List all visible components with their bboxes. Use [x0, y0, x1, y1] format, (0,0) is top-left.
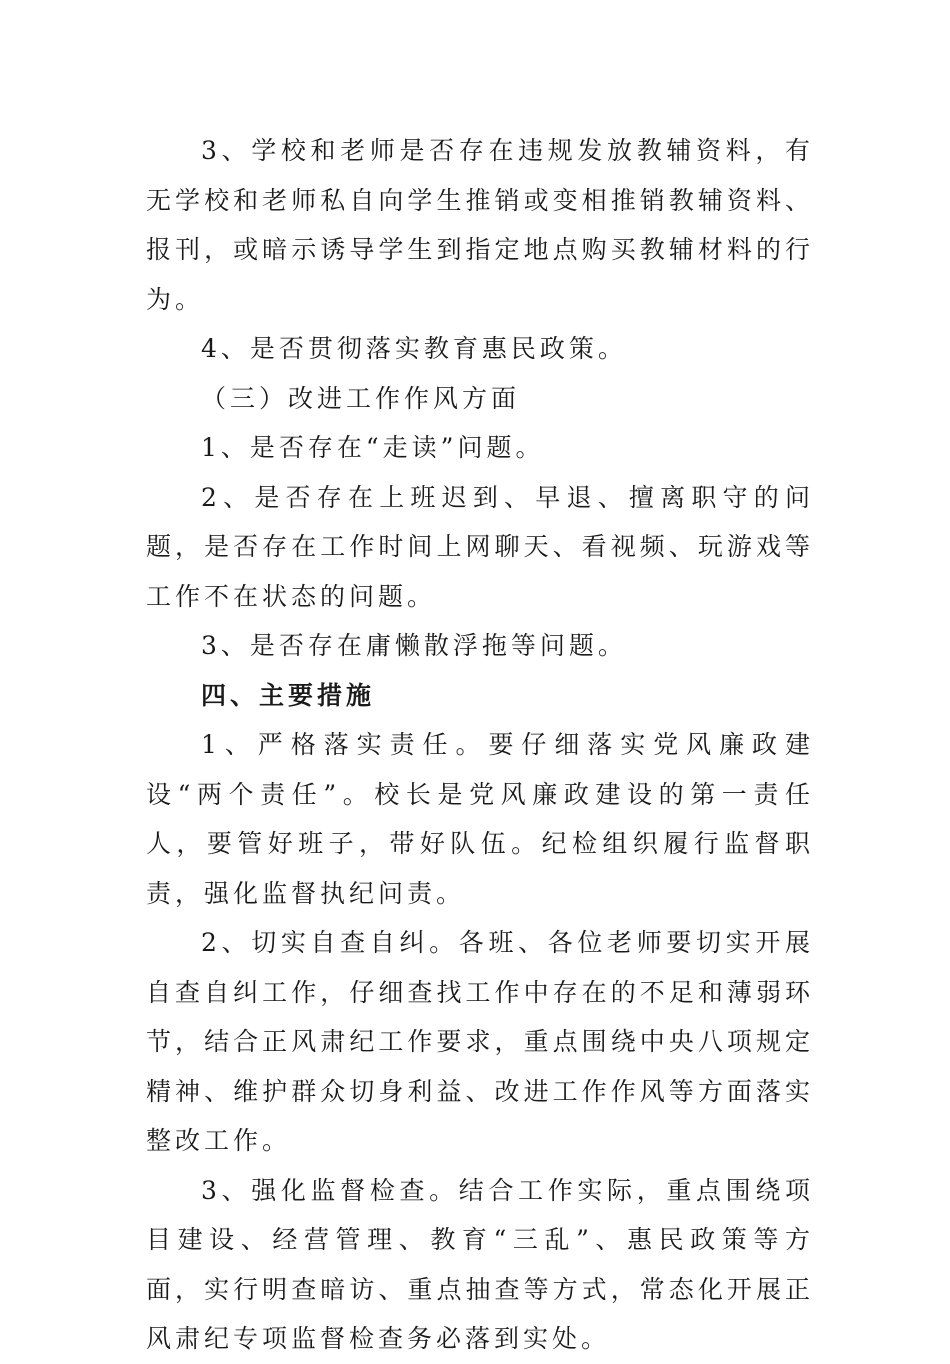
- paragraph-attendance: 2、是否存在上班迟到、早退、擅离职守的问题，是否存在工作时间上网聊天、看视频、玩游戏等工作不在状态的问题。: [146, 482, 814, 611]
- paragraph-commuting: 1、是否存在“走读”问题。: [201, 433, 545, 462]
- paragraph-education-policy: 4、是否贯彻落实教育惠民政策。: [201, 334, 627, 363]
- document-body: [146, 126, 814, 1364]
- paragraph-self-inspection: 2、切实自查自纠。各班、各位老师要切实开展自查自纠工作，仔细查找工作中存在的不足和薄弱环节，结合正风肃纪工作要求，重点围绕中央八项规定精神、维护群众切身利益、改进工作作风等方面落实整改工作。: [146, 928, 814, 1155]
- paragraph-laziness: 3、是否存在庸懒散浮拖等问题。: [201, 631, 627, 660]
- paragraph-supervision: 3、强化监督检查。结合工作实际，重点围绕项目建设、经营管理、教育“三乱”、惠民政策等方面，实行明查暗访、重点抽查等方式，常态化开展正风肃纪专项监督检查务必落到实处。: [146, 1175, 814, 1353]
- section-heading-main-measures: 四、主要措施: [201, 680, 376, 710]
- paragraph-responsibility: 1、严格落实责任。要仔细落实党风廉政建设“两个责任”。校长是党风廉政建设的第一责任人，要管好班子，带好队伍。纪检组织履行监督职责，强化监督执纪问责。: [146, 730, 814, 908]
- paragraph-textbook-materials: 3、学校和老师是否存在违规发放教辅资料，有无学校和老师私自向学生推销或变相推销教辅资料、报刊，或暗示诱导学生到指定地点购买教辅材料的行为。: [146, 136, 814, 314]
- subheading-work-style: （三）改进工作作风方面: [201, 383, 521, 413]
